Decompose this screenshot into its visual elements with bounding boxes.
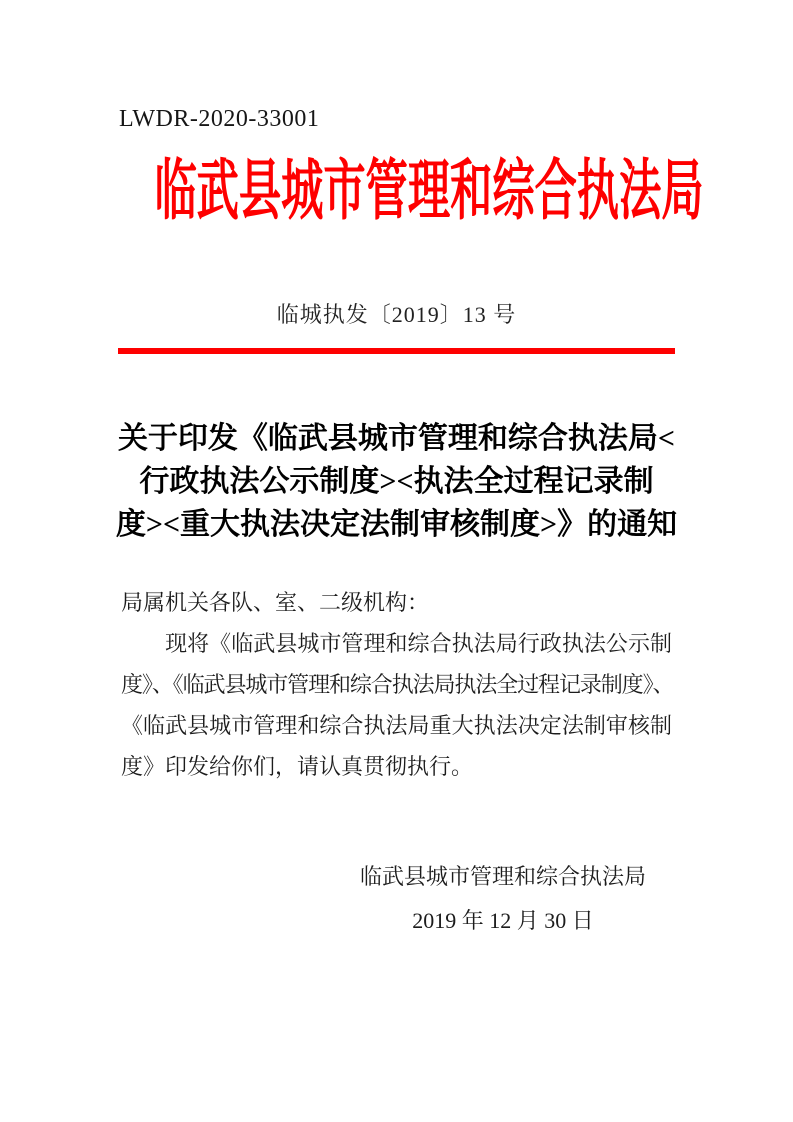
- notice-title: [0, 417, 793, 546]
- signature-date: 2019 年 12 月 30 日: [412, 908, 594, 933]
- agency-banner-title: 临武县城市管理和综合执法局: [154, 153, 704, 227]
- body-line: 度》、《临武县城市管理和综合执法局执法全过程记录制度》、: [121, 672, 672, 697]
- body-salutation: 局属机关各队、室、二级机构：: [121, 590, 430, 615]
- doc-code: LWDR-2020-33001: [119, 106, 320, 132]
- signature-block: [343, 862, 663, 936]
- doc-number: 临城执发〔2019〕13 号: [276, 302, 517, 327]
- notice-title-line-1: 关于印发《临武县城市管理和综合执法局<: [117, 422, 676, 455]
- notice-title-line-3: 度><重大执法决定法制审核制度>》的通知: [115, 508, 678, 541]
- agency-banner: [0, 150, 793, 230]
- notice-title-line-2: 行政执法公示制度><执法全过程记录制: [139, 465, 654, 498]
- body-line: 度》印发给你们，请认真贯彻执行。: [121, 754, 474, 779]
- body-line: 《临武县城市管理和综合执法局重大执法决定法制审核制: [121, 713, 672, 738]
- body-line: 现将《临武县城市管理和综合执法局行政执法公示制: [121, 631, 672, 656]
- signature-agency: 临武县城市管理和综合执法局: [359, 864, 646, 889]
- red-separator-line: [118, 348, 675, 354]
- body-paragraph: [121, 582, 672, 787]
